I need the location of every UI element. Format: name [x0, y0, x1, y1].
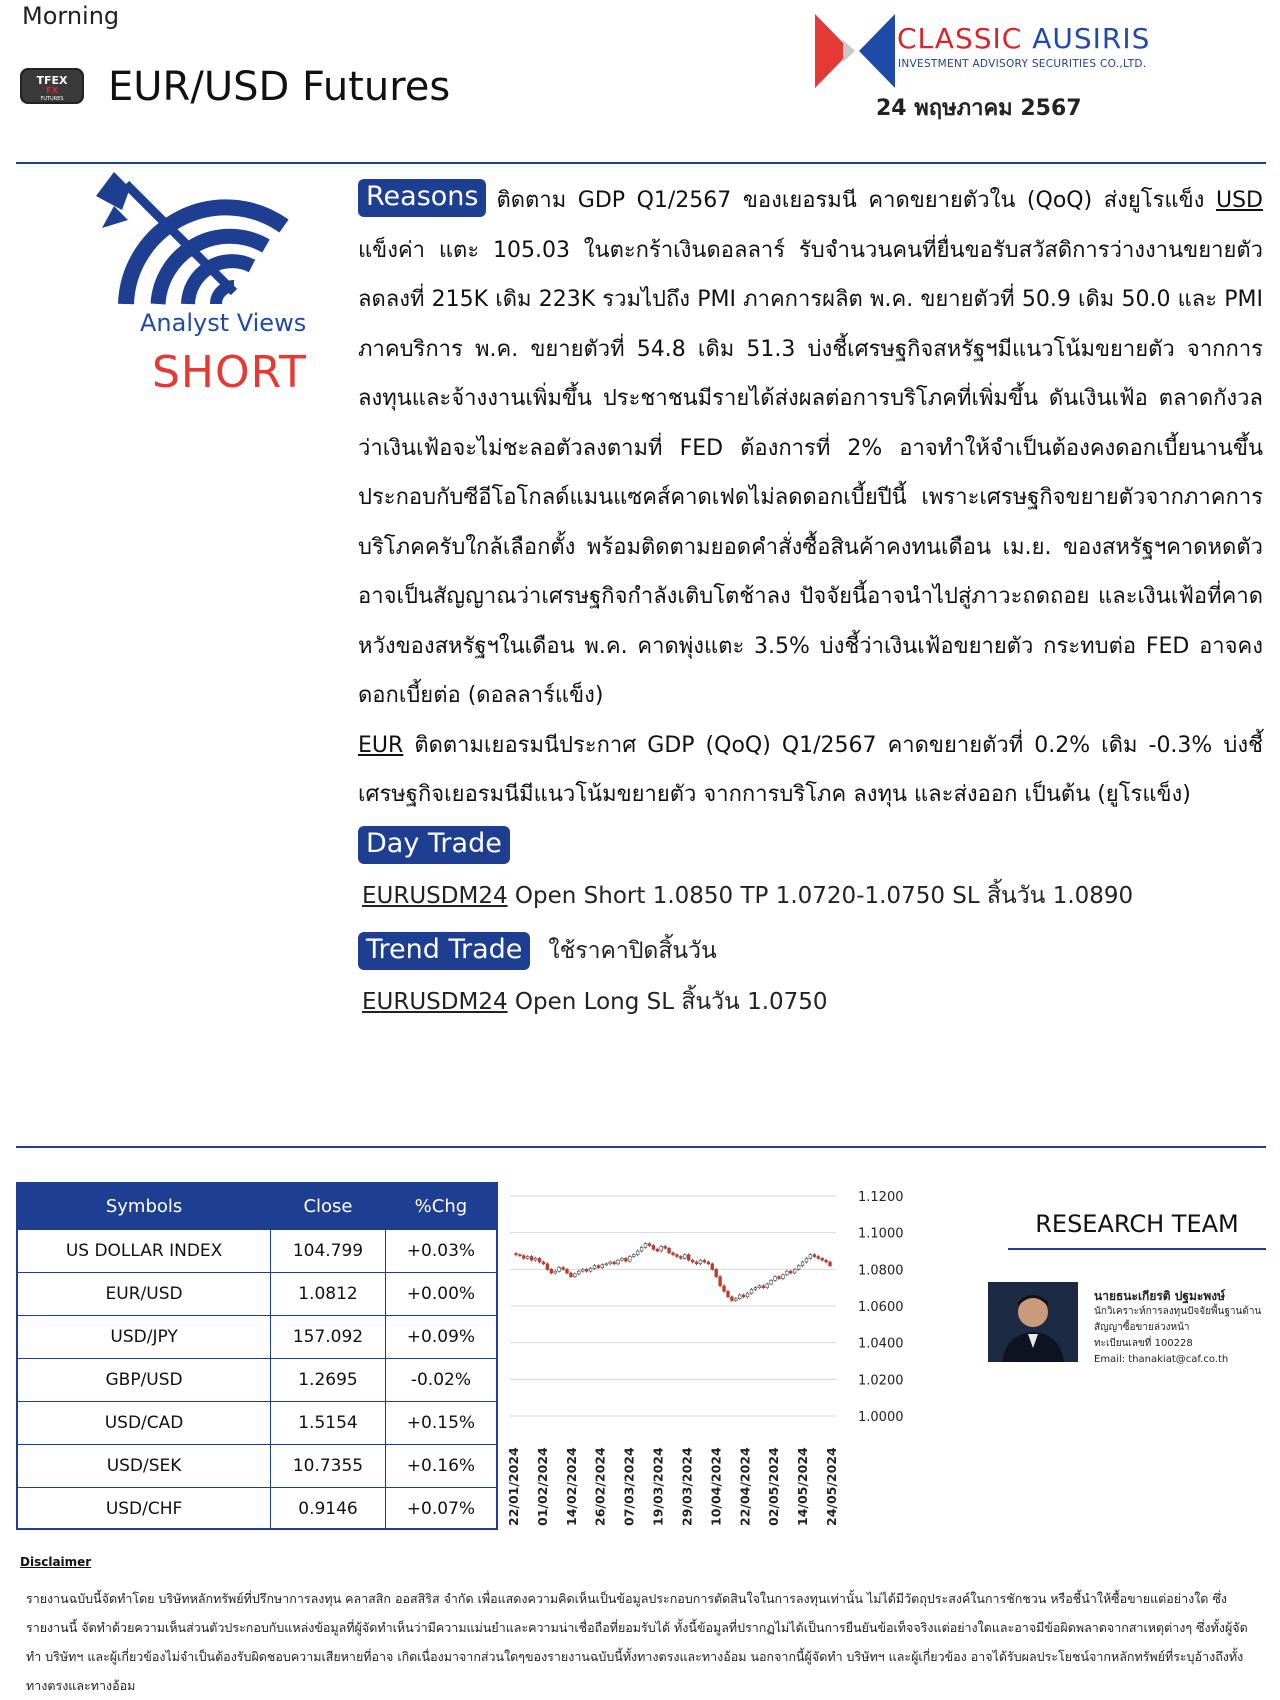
candle-body: [660, 1246, 663, 1251]
candle-body: [573, 1274, 576, 1277]
y-tick-label: 1.1200: [858, 1190, 904, 1205]
candle-body: [770, 1280, 773, 1284]
x-tick-label: 07/03/2024: [621, 1447, 637, 1526]
candle-body: [782, 1275, 785, 1279]
table-row: [18, 1229, 496, 1272]
cell-symbol: USD/CHF: [18, 1487, 271, 1530]
candle-body: [585, 1269, 588, 1271]
research-divider: [1008, 1248, 1266, 1250]
brand-name-1: CLASSIC: [897, 22, 1023, 55]
eur-tag: EUR: [358, 732, 404, 758]
candle-body: [668, 1248, 671, 1253]
cell-close: 1.5154: [271, 1401, 386, 1444]
candle-body: [731, 1297, 734, 1301]
trend-trade-symbol: EURUSDM24: [362, 989, 508, 1016]
analyst-license: ทะเบียนเลขที่ 100228: [1094, 1338, 1193, 1349]
analysis-content: [358, 176, 1263, 1020]
eur-analysis: ติดตามเยอรมนีประกาศ GDP (QoQ) Q1/2567 คาดขยายตัวที่ 0.2% เดิม -0.3% บ่งชี้เศรษฐกิจเยอรมนีมีแนวโน้มขยายตัว จากการบริโภค ลงทุน และส่งออก เป็นต้น (ยูโรแข็ง): [358, 732, 1263, 807]
candle-body: [593, 1266, 596, 1269]
svg-text:FUTURES: FUTURES: [40, 96, 64, 102]
candle-body: [589, 1268, 592, 1271]
day-trade-label: Day Trade: [358, 826, 510, 864]
analyst-view-short: SHORT: [152, 347, 307, 398]
brand-subtitle: INVESTMENT ADVISORY SECURITIES CO.,LTD.: [898, 58, 1147, 70]
eurusd-price-chart: [506, 1176, 990, 1546]
col-header-symbols: Symbols: [18, 1184, 271, 1229]
candle-body: [652, 1246, 655, 1250]
candle-body: [546, 1264, 549, 1270]
candle-body: [522, 1256, 525, 1259]
x-tick-label: 02/05/2024: [766, 1447, 782, 1526]
classic-ausiris-logo-icon: [815, 14, 895, 88]
y-tick-label: 1.0600: [858, 1300, 904, 1315]
cell-chg: +0.09%: [385, 1315, 496, 1358]
disclaimer-title: Disclaimer: [20, 1555, 92, 1569]
svg-text:TFEX: TFEX: [36, 74, 68, 87]
candle-body: [613, 1262, 616, 1264]
brand-name: [897, 22, 1150, 55]
candle-body: [515, 1254, 518, 1255]
edition-label: Morning: [22, 2, 120, 30]
cell-symbol: USD/CAD: [18, 1401, 271, 1444]
candle-body: [676, 1255, 679, 1257]
candle-body: [597, 1266, 600, 1268]
day-trade-line: [362, 878, 1263, 914]
cell-chg: +0.07%: [385, 1487, 496, 1530]
x-tick-label: 22/01/2024: [506, 1447, 521, 1526]
table-row: [18, 1487, 496, 1530]
product-title: EUR/USD Futures: [108, 64, 451, 110]
candle-body: [738, 1295, 741, 1299]
cell-close: 1.2695: [271, 1358, 386, 1401]
analyst-views-label: Analyst Views: [140, 309, 307, 337]
cell-close: 10.7355: [271, 1444, 386, 1487]
tfex-logo: [18, 64, 86, 108]
candle-body: [617, 1260, 620, 1264]
candle-body: [813, 1255, 816, 1257]
candle-body: [805, 1258, 808, 1262]
candle-body: [825, 1260, 828, 1262]
candle-body: [715, 1269, 718, 1276]
research-team-panel: [1008, 1210, 1266, 1250]
candle-body: [526, 1257, 529, 1259]
candle-body: [821, 1258, 824, 1260]
analyst-avatar: [988, 1282, 1078, 1362]
analyst-role: นักวิเคราะห์การลงทุนปัจจัยพื้นฐานด้านสัญญาซื้อขายล่วงหน้า: [1094, 1306, 1262, 1333]
candle-body: [817, 1257, 820, 1259]
candle-body: [778, 1277, 781, 1279]
x-tick-label: 24/05/2024: [824, 1447, 839, 1526]
cell-close: 104.799: [271, 1229, 386, 1272]
candle-body: [648, 1244, 651, 1246]
candle-body: [577, 1271, 580, 1274]
candle-body: [625, 1258, 628, 1261]
eur-paragraph: [358, 721, 1263, 820]
candle-body: [754, 1288, 757, 1290]
candle-body: [742, 1295, 745, 1297]
candle-body: [530, 1257, 533, 1261]
x-tick-label: 22/04/2024: [737, 1447, 753, 1526]
candle-body: [703, 1260, 706, 1262]
candle-body: [672, 1253, 675, 1255]
candle-body: [707, 1262, 710, 1264]
report-date: 24 พฤษภาคม 2567: [876, 96, 1082, 121]
trend-trade-label: Trend Trade: [358, 932, 530, 970]
day-trade-symbol: EURUSDM24: [362, 882, 508, 909]
table-row: [18, 1401, 496, 1444]
candle-body: [550, 1269, 553, 1273]
svg-text:FX: FX: [46, 86, 58, 95]
candle-body: [679, 1257, 682, 1259]
candle-body: [789, 1271, 792, 1273]
candle-body: [774, 1277, 777, 1281]
cell-symbol: USD/SEK: [18, 1444, 271, 1487]
x-tick-label: 29/03/2024: [679, 1447, 695, 1526]
report-header: [0, 0, 1280, 165]
candle-body: [519, 1255, 522, 1256]
target-arrow-icon: [96, 166, 306, 316]
candle-body: [542, 1262, 545, 1264]
candle-body: [785, 1271, 788, 1275]
usd-tag: USD: [1215, 188, 1263, 213]
candle-body: [797, 1266, 800, 1270]
candle-body: [628, 1257, 631, 1262]
candle-body: [687, 1255, 690, 1261]
usd-analysis: แข็งค่า แตะ 105.03 ในตะกร้าเงินดอลลาร์ รับจำนวนคนที่ยื่นขอรับสวัสดิการว่างงานขยายตัวลดลงที่ 215K เดิม 223K รวมไปถึง PMI ภาคการผลิต พ.ค. ขยายตัวที่ 50.9 เดิม 50.0 และ PMI ภาคบริการ พ.ค. ขยายตัวที่ 54.8 เดิม 51.3 บ่งชี้เศรษฐกิจสหรัฐฯมีแนวโน้มขยายตัว จากการลงทุนและจ้างงานเพิ่มขึ้น ประชาชนมีรายได้ส่งผลต่อการบริโภคที่เพิ่มขึ้น ดันเงินเฟ้อ ตลาดกังวลว่าเงินเฟ้อจะไม่ชะลอตัวลงตามที่ FED ต้องการที่ 2% อาจทำให้จำเป็นต้องคงดอกเบี้ยนานขึ้น ประกอบกับซีอีโอโกลด์แมนแซคส์คาดเฟดไม่ลดดอกเบี้ยปีนี้ เพราะเศรษฐกิจขยายตัวจากภาคการบริโภคครับใกล้เลือกตั้ง พร้อมติดตามยอดคำสั่งซื้อสินค้าคงทนเดือน เม.ย. ของสหรัฐฯคาดหดตัวอาจเป็นสัญญาณว่าเศรษฐกิจกำลังเติบโตช้าลง ปัจจัยนี้อาจนำไปสู่ภาวะถดถอย และเงินเฟ้อที่คาดหวังของสหรัฐฯในเดือน พ.ค. คาดพุ่งแตะ 3.5% บ่งชี้ว่าเงินเฟ้อขยายตัว กระทบต่อ FED อาจคงดอกเบี้ยต่อ (ดอลลาร์แข็ง): [358, 237, 1263, 708]
candle-body: [621, 1258, 624, 1260]
x-tick-label: 19/03/2024: [650, 1447, 666, 1526]
table-row: [18, 1315, 496, 1358]
cell-symbol: EUR/USD: [18, 1272, 271, 1315]
cell-close: 1.0812: [271, 1272, 386, 1315]
cell-chg: +0.15%: [385, 1401, 496, 1444]
cell-close: 157.092: [271, 1315, 386, 1358]
analyst-name: นายธนะเกียรติ ปฐมะพงษ์: [1094, 1289, 1226, 1303]
candle-body: [554, 1271, 557, 1273]
trend-trade-line: [362, 984, 1263, 1020]
candle-body: [793, 1269, 796, 1273]
x-tick-label: 26/02/2024: [592, 1447, 608, 1526]
candle-body: [558, 1268, 561, 1272]
candle-body: [766, 1284, 769, 1288]
table-row: [18, 1444, 496, 1487]
research-team-title: RESEARCH TEAM: [1035, 1210, 1239, 1238]
trend-trade-note: ใช้ราคาปิดสิ้นวัน: [548, 938, 717, 965]
candle-body: [699, 1260, 702, 1264]
trend-trade-text: Open Long SL สิ้นวัน 1.0750: [507, 989, 828, 1016]
section-divider: [16, 1146, 1266, 1148]
candle-body: [664, 1246, 667, 1248]
candle-body: [632, 1255, 635, 1257]
y-tick-label: 1.0800: [858, 1263, 904, 1279]
y-tick-label: 1.0000: [858, 1410, 904, 1425]
market-table: [16, 1182, 498, 1530]
candle-body: [719, 1277, 722, 1286]
candle-body: [581, 1269, 584, 1271]
y-tick-label: 1.0200: [858, 1373, 904, 1389]
candle-body: [562, 1268, 565, 1270]
candle-body: [570, 1273, 573, 1277]
candle-body: [683, 1255, 686, 1259]
y-tick-label: 1.0400: [858, 1336, 904, 1352]
table-row: [18, 1358, 496, 1401]
candle-body: [538, 1258, 541, 1262]
candle-body: [601, 1265, 604, 1268]
cell-chg: +0.16%: [385, 1444, 496, 1487]
analyst-info: [1094, 1288, 1274, 1368]
candle-body: [691, 1260, 694, 1262]
candle-body: [829, 1262, 832, 1266]
candle-body: [734, 1299, 737, 1301]
analyst-email: Email: thanakiat@caf.co.th: [1094, 1354, 1229, 1365]
candle-body: [711, 1264, 714, 1270]
candle-body: [695, 1262, 698, 1264]
candle-body: [750, 1290, 753, 1294]
analyst-view-panel: [0, 164, 340, 464]
y-tick-label: 1.1000: [858, 1226, 904, 1242]
x-tick-label: 01/02/2024: [534, 1447, 550, 1526]
brand-name-2: AUSIRIS: [1032, 22, 1151, 55]
candle-body: [656, 1249, 659, 1251]
day-trade-text: Open Short 1.0850 TP 1.0720-1.0750 SL สิ้นวัน 1.0890: [507, 882, 1134, 909]
cell-close: 0.9146: [271, 1487, 386, 1530]
cell-chg: +0.00%: [385, 1272, 496, 1315]
candle-body: [758, 1286, 761, 1288]
reasons-paragraph: [358, 176, 1263, 721]
cell-chg: -0.02%: [385, 1358, 496, 1401]
candle-body: [609, 1262, 612, 1264]
x-tick-label: 14/02/2024: [563, 1447, 579, 1526]
candle-body: [809, 1255, 812, 1259]
table-row: [18, 1272, 496, 1315]
disclaimer-text: รายงานฉบับนี้จัดทำโดย บริษัทหลักทรัพย์ที่ปรึกษาการลงทุน คลาสสิก ออสสิริส จำกัด เพื่อแสดงความคิดเห็นเป็นข้อมูลประกอบการตัดสินใจในการลงทุนเท่านั้น ไม่ได้มีวัตถุประสงค์ในการชักชวน หรือชี้นำให้ซื้อขายแต่อย่างใด ซึ่งรายงานนี้ จัดทำด้วยความเห็นส่วนตัวประกอบกับแหล่งข้อมูลที่ผู้จัดทำเห็นว่ามีความแม่นยำและความน่าเชื่อถือที่ยอมรับได้ ทั้งนี้ข้อมูลที่ปรากฏไม่ได้เป็นการยืนยันข้อเท็จจริงแต่อย่างใดและอาจมีข้อผิดพลาดจากสาเหตุต่างๆ ซึ่งทั้งผู้จัดทำ บริษัทฯ และผู้เกี่ยวข้องไม่จำเป็นต้องรับผิดชอบความเสียหายที่อาจ เกิดเนื่องมาจากส่วนใดๆของรายงานฉบับนี้ทั้งทางตรงและทางอ้อม นอกจากนี้ผู้จัดทำ บริษัทฯ และผู้เกี่ยวข้อง อาจได้รับผลประโยชน์จากหลักทรัพย์ที่ระบุอ้างถึงทั้งทางตรงและทางอ้อม: [26, 1591, 1248, 1693]
cell-symbol: USD/JPY: [18, 1315, 271, 1358]
cell-symbol: GBP/USD: [18, 1358, 271, 1401]
candle-body: [605, 1264, 608, 1265]
candle-body: [640, 1247, 643, 1251]
cell-chg: +0.03%: [385, 1229, 496, 1272]
candle-body: [727, 1291, 730, 1297]
reasons-label: Reasons: [358, 179, 486, 217]
x-tick-label: 14/05/2024: [795, 1447, 811, 1526]
col-header-close: Close: [271, 1184, 386, 1229]
candle-body: [534, 1258, 537, 1260]
candle-body: [746, 1293, 749, 1297]
candle-body: [723, 1286, 726, 1292]
candle-body: [566, 1269, 569, 1273]
candle-body: [801, 1262, 804, 1266]
candle-body: [644, 1244, 647, 1248]
reasons-lead: ติดตาม GDP Q1/2567 ของเยอรมนี คาดขยายตัวใน (QoQ) ส่งยูโรแข็ง: [496, 188, 1205, 213]
x-tick-label: 10/04/2024: [708, 1447, 724, 1526]
candle-body: [762, 1286, 765, 1288]
cell-symbol: US DOLLAR INDEX: [18, 1229, 271, 1272]
col-header-chg: %Chg: [385, 1184, 496, 1229]
candle-body: [636, 1251, 639, 1255]
